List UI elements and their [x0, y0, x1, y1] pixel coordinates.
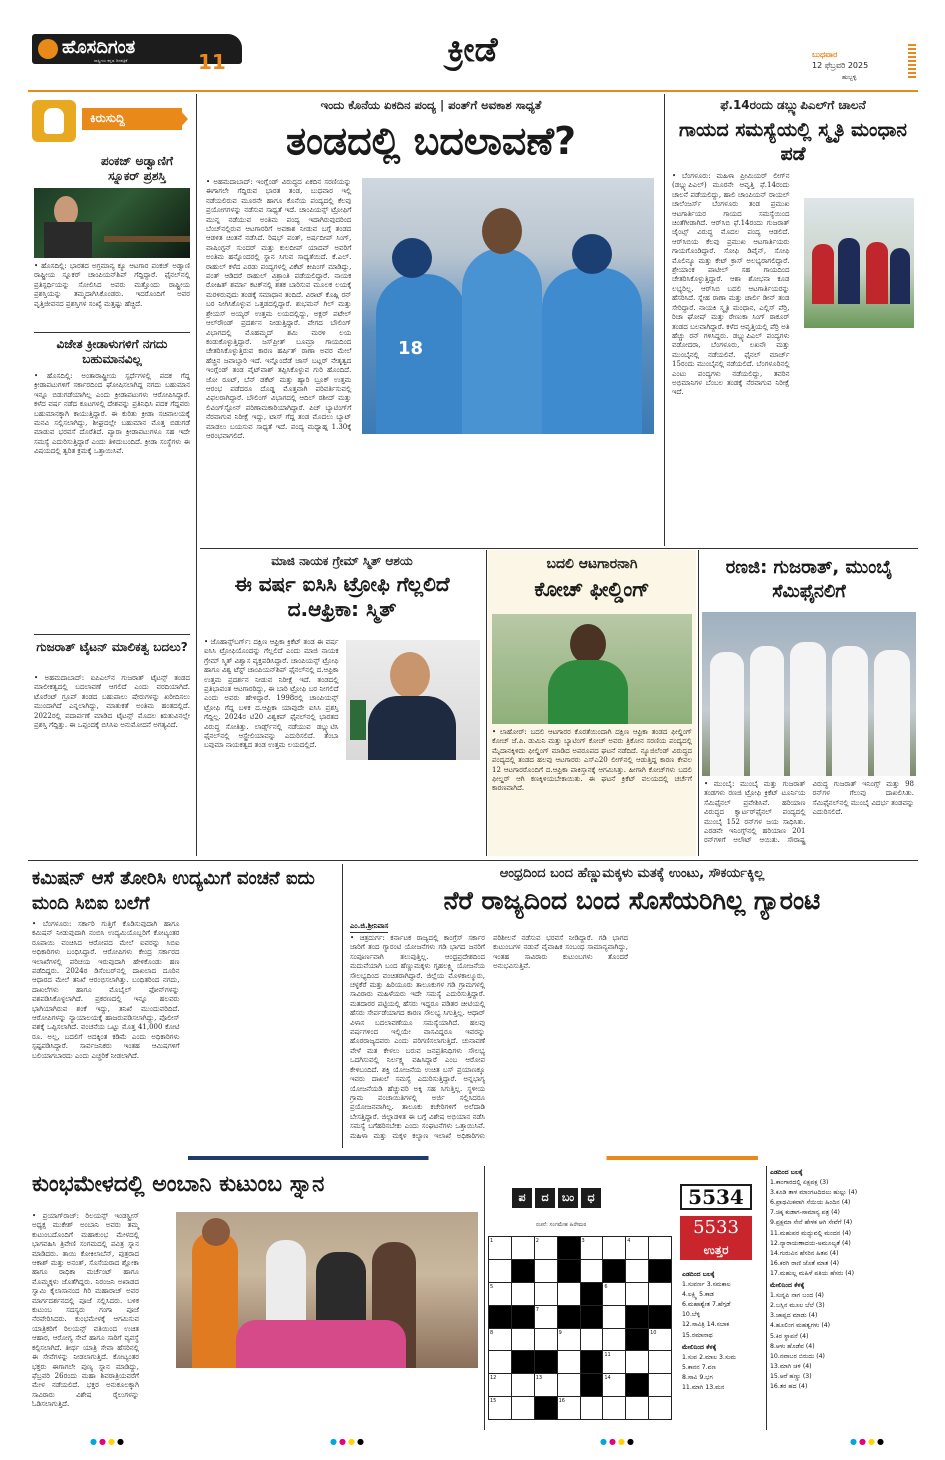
grid-cell[interactable]: [603, 1397, 625, 1419]
masthead-rule: [28, 90, 918, 92]
grid-cell[interactable]: 16: [558, 1397, 580, 1419]
issue-date: 12 ಫೆಬ್ರವರಿ 2025: [812, 61, 869, 70]
grid-cell[interactable]: [512, 1374, 534, 1396]
grid-block: [512, 1260, 534, 1282]
grid-cell[interactable]: 10: [649, 1329, 671, 1351]
brand-tagline: ರಾಷ್ಟ್ರೀಯ ಕನ್ನಡ ದಿನಪತ್ರಿಕೆ: [94, 58, 128, 63]
solution-across: [682, 1270, 764, 1393]
solution-row: 8.ಸಾವಿ 9.ಭಗ: [682, 1373, 713, 1381]
grid-cell[interactable]: [558, 1374, 580, 1396]
kirusuddi-headline-1: ಪಂಕಜ್ ಅಡ್ವಾಣಿಗೆ ಸ್ನೂಕರ್ ಪ್ರಶಸ್ತಿ: [101, 154, 173, 183]
grid-cell[interactable]: [603, 1329, 625, 1351]
smith-body: • ಜೊಹಾನ್ಸ್‌ಬರ್ಗ್: ದಕ್ಷಿಣ ಆಫ್ರಿಕಾ ಕ್ರಿಕೆಟ್ ತಂಡ ಈ ವರ್ಷ ಐಸಿಸಿ ಟ್ರೋಫಿಯೊಂದನ್ನು ಗೆಲ್ಲಲಿದೆ ಎಂದು ಮಾಜಿ ನಾಯಕ ಗ್ರೇಮ್ ಸ್ಮಿತ್ ವಿಶ್ವಾಸ ವ್ಯಕ್ತಪಡಿಸಿದ್ದಾರೆ. ಚಾಂಪಿಯನ್ಸ್ ಟ್ರೋಫಿ ಹಾಗೂ ವಿಶ್ವ ಟೆಸ್ಟ್ ಚಾಂಪಿಯನ್‌ಶಿಪ್ ಫೈನಲ್‌ನಲ್ಲಿ ದ.ಆಫ್ರಿಕಾ ಉತ್ತಮ ಪ್ರದರ್ಶನ ನೀಡುವ ನಿರೀಕ್ಷೆ ಇದೆ. ತಂಡದಲ್ಲಿ ಪ್ರತಿಭಾವಂತ ಆಟಗಾರರಿದ್ದು, ಈ ಬಾರಿ ಟ್ರೋಫಿ ಬರ ನೀಗಲಿದೆ ಎಂದು ಅವರು ಹೇಳಿದ್ದಾರೆ. 1998ರಲ್ಲಿ ಚಾಂಪಿಯನ್ಸ್ ಟ್ರೋಫಿ ಗೆದ್ದ ಬಳಿಕ ದ.ಆಫ್ರಿಕಾ ಯಾವುದೇ ಐಸಿಸಿ ಪ್ರಶಸ್ತಿ ಗೆದ್ದಿಲ್ಲ. 2024ರ ಟಿ20 ವಿಶ್ವಕಪ್ ಫೈನಲ್‌ನಲ್ಲಿ ಭಾರತದ ವಿರುದ್ಧ ಸೋತಿತ್ತು. ಲಾರ್ಡ್ಸ್‌ನಲ್ಲಿ ನಡೆಯುವ ಡಬ್ಲ್ಯುಟಿಸಿ ಫೈನಲ್‌ನಲ್ಲಿ ಆಸ್ಟ್ರೇಲಿಯಾವನ್ನು ಎದುರಿಸಲಿದೆ. ತೆಂಬಾ ಬವುಮಾ ನಾಯಕತ್ವದ ತಂಡ ಉತ್ತಮ ಲಯದಲ್ಲಿದೆ.: [204, 638, 339, 750]
smith-kicker: ಮಾಜಿ ನಾಯಕ ಗ್ರೇಮ್ ಸ್ಮಿತ್ ಆಶಯ: [271, 554, 413, 568]
grid-cell[interactable]: [512, 1397, 534, 1419]
grid-block: [535, 1397, 557, 1419]
grid-cell[interactable]: [649, 1283, 671, 1305]
grid-cell[interactable]: [649, 1397, 671, 1419]
across-clue: 12.ನ್ಯಾರಾಯಣಾದಯ-ಅಮೂಲ್ಯತೆ (4): [770, 1239, 851, 1247]
mandhana-body: • ಬೆಂಗಳೂರು: ಮಹಿಳಾ ಪ್ರೀಮಿಯರ್ ಲೀಗ್‌ನ (ಡಬ್ಲ್ಯುಪಿಎಲ್) ಮೂರನೇ ಆವೃತ್ತಿ ಫೆ.14ರಂದು ಚಾಲನೆ ಪಡೆಯಲಿದ್ದು, ಹಾಲಿ ಚಾಂಪಿಯನ್ ರಾಯಲ್ ಚಾಲೆಂಜರ್ಸ್ ಬೆಂಗಳೂರು ತಂಡ ಪ್ರಮುಖ ಆಟಗಾರ್ತಿಯರ ಗಾಯದ ಸಮಸ್ಯೆಯಿಂದ ಚಿಂತೆಗೀಡಾಗಿದೆ. ಆರ್‌ಸಿಬಿ ಫೆ.14ರಂದು ಗುಜರಾತ್ ಜೈಂಟ್ಸ್ ವಿರುದ್ಧ ಮೊದಲ ಪಂದ್ಯ ಆಡಲಿದೆ. ಆರ್‌ಸಿಬಿಯ ಕೆಲವು ಪ್ರಮುಖ ಆಟಗಾರ್ತಿಯರು ಗಾಯಗೊಂಡಿದ್ದಾರೆ. ಸೋಫಿ ಡಿವೈನ್, ಸೋಫಿ ಮೊಲಿನ್ಯೂ ಮತ್ತು ಕೇಟ್ ಕ್ರಾಸ್ ಅಲಭ್ಯರಾಗಲಿದ್ದಾರೆ. ಶ್ರೇಯಾಂಕ ಪಾಟೀಲ್ ಸಹ ಗಾಯದಿಂದ ಚೇತರಿಸಿಕೊಳ್ಳುತ್ತಿದ್ದಾರೆ. ಆಶಾ ಶೋಭನಾ ಕೂಡ ಲಭ್ಯರಿಲ್ಲ. ಆರ್‌ಸಿಬಿ ಬದಲಿ ಆಟಗಾರ್ತಿಯರನ್ನು ಹೆಸರಿಸಿದೆ. ಸ್ನೇಹ ರಾಣಾ ಮತ್ತು ಚಾರ್ಲಿ ಡೀನ್ ತಂಡ ಸೇರಿದ್ದಾರೆ. ನಾಯಕಿ ಸ್ಮೃತಿ ಮಂಧಾನ, ಎಲ್ಲಿಸ್ ಪೆರ್ರಿ, ರಿಚಾ ಘೋಷ್ ಮತ್ತು ರೇಣುಕಾ ಸಿಂಗ್ ಠಾಕೂರ್ ತಂಡದ ಬಲವಾಗಿದ್ದಾರೆ. ಕಳೆದ ಆವೃತ್ತಿಯಲ್ಲಿ ಪೆರ್ರಿ ಅತಿ ಹೆಚ್ಚು ರನ್ ಗಳಿಸಿದ್ದರು. ಡಬ್ಲ್ಯುಪಿಎಲ್ ಪಂದ್ಯಗಳು ವಡೋದರಾ, ಬೆಂಗಳೂರು, ಲಖನೌ ಮತ್ತು ಮುಂಬೈನಲ್ಲಿ ನಡೆಯಲಿವೆ. ಫೈನಲ್ ಮಾರ್ಚ್ 15ರಂದು ಮುಂಬೈನಲ್ಲಿ ನಡೆಯಲಿದೆ. ಬೆಂಗಳೂರಿನಲ್ಲಿ ಎಂಟು ಪಂದ್ಯಗಳು ನಡೆಯಲಿದ್ದು, ತವರಿನ ಅಭಿಮಾನಿಗಳ ಬೆಂಬಲ ತಂಡಕ್ಕೆ ನೆರವಾಗುವ ನಿರೀಕ್ಷೆ ಇದೆ.: [672, 172, 790, 397]
cbi-body: • ಬೆಂಗಳೂರು: ಸರ್ಕಾರಿ ಗುತ್ತಿಗೆ ಕೊಡಿಸುವುದಾಗಿ ಹಾಗೂ ಕಮಿಷನ್ ನೀಡುವುದಾಗಿ ನಂಬಿಸಿ ಉದ್ಯಮಿಯೊಬ್ಬರಿಗೆ ಕೋಟ್ಯಂತರ ರೂಪಾಯಿ ವಂಚಿಸಿದ ಆರೋಪದ ಮೇಲೆ ಐವರನ್ನು ಸಿಬಿಐ ಅಧಿಕಾರಿಗಳು ಬಂಧಿಸಿದ್ದಾರೆ. ಆರೋಪಿಗಳು ಕೇಂದ್ರ ಸರ್ಕಾರದ ಇಲಾಖೆಗಳಲ್ಲಿ ಪರಿಚಯ ಇರುವುದಾಗಿ ಹೇಳಿಕೊಂಡು ಹಣ ಪಡೆದಿದ್ದರು. 2024ರ ಡಿಸೆಂಬರ್‌ನಲ್ಲಿ ದಾಖಲಾದ ದೂರಿನ ಆಧಾರದ ಮೇಲೆ ತನಿಖೆ ಆರಂಭಿಸಲಾಗಿತ್ತು. ಬಂಧಿತರಿಂದ ನಗದು, ದಾಖಲೆಗಳು ಹಾಗೂ ಮೊಬೈಲ್ ಫೋನ್‌ಗಳನ್ನು ವಶಪಡಿಸಿಕೊಳ್ಳಲಾಗಿದೆ. ಪ್ರಕರಣದಲ್ಲಿ ಇನ್ನೂ ಹಲವರು ಭಾಗಿಯಾಗಿರುವ ಶಂಕೆ ಇದ್ದು, ತನಿಖೆ ಮುಂದುವರಿದಿದೆ. ಆರೋಪಿಗಳನ್ನು ನ್ಯಾಯಾಲಯಕ್ಕೆ ಹಾಜರುಪಡಿಸಲಾಗಿದ್ದು, ಪೊಲೀಸ್ ವಶಕ್ಕೆ ಒಪ್ಪಿಸಲಾಗಿದೆ. ವಂಚನೆಯ ಒಟ್ಟು ಮೊತ್ತ 41,000 ಕೋಟಿ ರೂ. ಅಲ್ಲ, ಬದಲಿಗೆ ಅದಕ್ಕಿಂತ ಕಡಿಮೆ ಎಂದು ಅಧಿಕಾರಿಗಳು ಸ್ಪಷ್ಟಪಡಿಸಿದ್ದಾರೆ. ಸಾರ್ವಜನಿಕರು ಇಂತಹ ಆಮಿಷಗಳಿಗೆ ಬಲಿಯಾಗಬಾರದು ಎಂದು ಎಚ್ಚರಿಕೆ ನೀಡಲಾಗಿದೆ.: [32, 920, 180, 1060]
solution-title: ಎಡದಿಂದ ಬಲಕ್ಕೆ: [682, 1271, 715, 1278]
across-clue: 17.ಮಹುಲ್ಲ ಮಹಿಳೆ ಪತಿಯ ಹೆಸರು (4): [770, 1269, 855, 1277]
india-team-photo: 18: [362, 178, 654, 434]
andhra-byline: ಎಂ.ಜಿ.ಶ್ರೀನಿವಾಸ: [350, 922, 388, 933]
puzzle-title-letter: ಧ: [581, 1188, 601, 1208]
grid-block: [512, 1306, 534, 1328]
across-clue: 16.ಕರಗಿ ರಾಣಿ ಜೊತೆ ಮಾತ (4): [770, 1259, 839, 1267]
solution-row: 4.ಲಕ್ಷ್ಮಿ 5.ಕಾಡ: [682, 1291, 714, 1299]
puzzle-number: 5534: [680, 1184, 752, 1210]
grid-block: [581, 1374, 603, 1396]
grid-cell[interactable]: 15: [489, 1397, 511, 1419]
grid-block: [581, 1283, 603, 1305]
brand-name: ಹೊಸದಿಗಂತ: [62, 37, 136, 58]
corner-stripe: [908, 44, 916, 80]
down-clue: 10.ನವಾಬರ ಬಿರುದು (4): [770, 1352, 825, 1360]
grid-cell[interactable]: [626, 1397, 648, 1419]
grid-cell[interactable]: [489, 1351, 511, 1373]
registration-marks-center: ●●●●: [330, 1437, 366, 1446]
grid-cell[interactable]: [558, 1283, 580, 1305]
fielding-kicker: ಬದಲಿ ಆಟಗಾರನಾಗಿ: [546, 556, 638, 572]
andhra-story: [346, 864, 918, 1148]
grid-block: [626, 1329, 648, 1351]
solution-row: 10.ಬೆಳ್ಳಿ: [682, 1311, 701, 1319]
grid-block: [581, 1351, 603, 1373]
solution-row: 1.ಸುವ 2.ಮಾಲ 3.ಸುಮ: [682, 1353, 737, 1361]
puzzle-title: [512, 1188, 601, 1208]
smith-headline: ಈ ವರ್ಷ ಐಸಿಸಿ ಟ್ರೋಫಿ ಗೆಲ್ಲಲಿದೆ ದ.ಆಫ್ರಿಕಾ: ಸ್ಮಿತ್: [234, 572, 450, 621]
across-clue: 7.ಚಿಕ್ಕ ಕುಡಾಗ-ಸಾಮಾನ್ಯ ಪತ್ರ (4): [770, 1209, 840, 1217]
grid-cell[interactable]: [512, 1237, 534, 1259]
solution-row: 11.ಮಾಗಿ 13.ಮನ: [682, 1384, 725, 1392]
mumbai-team-photo: [702, 612, 916, 776]
andhra-kicker: ಆಂಧ್ರದಿಂದ ಬಂದ ಹೆಣ್ಣುಮಕ್ಕಳು ಮತಕ್ಕೆ ಉಂಟು, ಸೌಕರ್ಯಕ್ಕಿಲ್ಲ: [499, 866, 765, 881]
grid-cell[interactable]: [581, 1397, 603, 1419]
ranji-headline: ರಣಜಿ: ಗುಜರಾತ್, ಮುಂಬೈ ಸೆಮಿಫೈನಲಿಗೆ: [725, 557, 893, 602]
solution-title: ಮೇಲಿನಿಂದ ಕೆಳಕ್ಕೆ: [682, 1343, 717, 1351]
registration-marks-right: ●●●●: [600, 1437, 636, 1446]
down-clue: 4.ಹೂಲಿಂಗ ಮಹತ್ವಗಳು (4): [770, 1322, 831, 1330]
across-clue: 9.ಪ್ರಕ್ಷಮಾ ಸೇನೆ ಹೇಳಕ ಆಗಿ ಸೇವೆಗೆ (4): [770, 1219, 853, 1227]
grid-block: [603, 1260, 625, 1282]
grid-block: [512, 1351, 534, 1373]
grid-cell[interactable]: [603, 1306, 625, 1328]
issue-day: ಬುಧವಾರ: [812, 50, 838, 59]
kumbh-body: • ಪ್ರಯಾಗ್‌ರಾಜ್: ರಿಲಯನ್ಸ್ ಇಂಡಸ್ಟ್ರೀಸ್ ಅಧ್ಯಕ್ಷ ಮುಕೇಶ್ ಅಂಬಾನಿ ಅವರು ತಮ್ಮ ಕುಟುಂಬದೊಂದಿಗೆ ಮಹಾಕುಂಭ ಮೇಳದಲ್ಲಿ ಭಾಗವಹಿಸಿ ತ್ರಿವೇಣಿ ಸಂಗಮದಲ್ಲಿ ಪವಿತ್ರ ಸ್ನಾನ ಮಾಡಿದರು. ತಾಯಿ ಕೋಕಿಲಾಬೆನ್, ಪುತ್ರರಾದ ಆಕಾಶ್ ಮತ್ತು ಅನಂತ್, ಸೊಸೆಯರಾದ ಶ್ಲೋಕಾ ಹಾಗೂ ರಾಧಿಕಾ ಮರ್ಚೆಂಟ್ ಹಾಗೂ ಮೊಮ್ಮಕ್ಕಳು ಜೊತೆಗಿದ್ದರು. ನಿರಂಜನಿ ಅಖಾಡದ ಸ್ವಾಮಿ ಕೈಲಾಸಾನಂದ ಗಿರಿ ಮಹಾರಾಜ್ ಅವರ ಮಾರ್ಗದರ್ಶನದಲ್ಲಿ ಪೂಜೆ ಸಲ್ಲಿಸಿದರು. ಬಳಿಕ ಕುಟುಂಬ ಸದಸ್ಯರು ಗಂಗಾ ಪೂಜೆ ನೆರವೇರಿಸಿದರು. ಕುಂಭಮೇಳಕ್ಕೆ ಆಗಮಿಸುವ ಯಾತ್ರಿಕರಿಗೆ ರಿಲಯನ್ಸ್ ವತಿಯಿಂದ ಉಚಿತ ಆಹಾರ, ಆರೋಗ್ಯ ಸೇವೆ ಹಾಗೂ ಸಾರಿಗೆ ವ್ಯವಸ್ಥೆ ಕಲ್ಪಿಸಲಾಗಿದೆ. ತೀರ್ಥ ಯಾತ್ರಿ ಸೇವಾ ಹೆಸರಿನಲ್ಲಿ ಈ ಸೇವೆಗಳನ್ನು ನೀಡಲಾಗುತ್ತಿದೆ. ಕೋಟ್ಯಂತರ ಭಕ್ತರು ಈಗಾಗಲೇ ಪುಣ್ಯ ಸ್ನಾನ ಮಾಡಿದ್ದು, ಫೆಬ್ರವರಿ 26ರಂದು ಮಹಾ ಶಿವರಾತ್ರಿಯವರೆಗೆ ಮೇಳ ನಡೆಯಲಿದೆ. ಭಕ್ತರ ಅನುಕೂಲಕ್ಕಾಗಿ ಸಾವಿರಾರು ವಿಶೇಷ ರೈಲುಗಳನ್ನು ಓಡಿಸಲಾಗುತ್ತಿದೆ.: [32, 1212, 139, 1409]
down-clue: 13.ಮಾಗಿ ಚಳಿ (4): [770, 1362, 812, 1370]
kumbh-story: [28, 1166, 480, 1430]
down-clue: 5.ಕಿರ ಸ್ಥಾಪನೆ (4): [770, 1332, 809, 1340]
grid-block: [581, 1306, 603, 1328]
puzzle-subtitle: ರಚನೆ: ಸಂಗಮೇಶ ಹಿರೇಮಠ: [536, 1222, 587, 1228]
cbi-story: [28, 864, 338, 1148]
grid-cell[interactable]: [603, 1237, 625, 1259]
lead-headline: ತಂಡದಲ್ಲಿ ಬದಲಾವಣೆ?: [285, 119, 577, 163]
solution-row: 5.ಕಾನನ 7.ವಣ: [682, 1363, 716, 1371]
puzzle-title-letter: ದ: [535, 1188, 555, 1208]
across-clue: 6.ಪ್ರಾಥಮಿಕವಾಗಿ ಸೆಯಿಯ ಹಿಂದಿನ (4): [770, 1199, 851, 1207]
grid-cell[interactable]: [649, 1351, 671, 1373]
grid-cell[interactable]: 11: [603, 1351, 625, 1373]
down-clue: 15.ಆರೆ ಹಣ್ಣು (3): [770, 1372, 812, 1380]
crossword-grid: [488, 1236, 672, 1420]
solution-row: 1.ಸುವರ್ಣ 3.ಸಮಕಾಲ: [682, 1281, 731, 1289]
grid-cell[interactable]: 6: [603, 1283, 625, 1305]
grid-cell[interactable]: 14: [603, 1374, 625, 1396]
kirusuddi-badge: [32, 100, 76, 142]
down-clue: 2.ಬಸ್ಸಿನ ಮೂಲ ಬೆಲೆ (3): [770, 1302, 825, 1310]
grid-block: [626, 1374, 648, 1396]
fielding-headline: ಕೋಚ್ ಫೀಲ್ಡಿಂಗ್: [534, 577, 650, 601]
grid-cell[interactable]: 7: [535, 1306, 557, 1328]
grid-cell[interactable]: [489, 1260, 511, 1282]
grid-cell[interactable]: [626, 1260, 648, 1282]
grid-block: [489, 1306, 511, 1328]
grid-cell[interactable]: 13: [535, 1374, 557, 1396]
coach-fielding-photo: [492, 614, 692, 724]
kirusuddi-headline-2: ವಿಜೇತ ಕ್ರೀಡಾಳುಗಳಿಗೆ ನಗದು ಬಹುಮಾನವಿಲ್ಲ: [56, 337, 168, 366]
ranji-story: [700, 550, 918, 856]
solution-row: 6.ಮಹಾಶ್ವೇತ 7.ಹೆಗ್ಗಡೆ: [682, 1301, 731, 1309]
down-title: ಮೇಲಿನಿಂದ ಕೆಳಕ್ಕೆ: [770, 1282, 805, 1290]
puzzle-title-letter: ಬಂ: [558, 1188, 578, 1208]
kirusuddi-column: [28, 94, 193, 856]
grid-cell[interactable]: 8: [489, 1329, 511, 1351]
registration-marks-far-right: ●●●●: [850, 1437, 886, 1446]
grid-cell[interactable]: [581, 1260, 603, 1282]
grid-cell[interactable]: [535, 1283, 557, 1305]
kirusuddi-chevron-icon: [178, 108, 188, 130]
kirusuddi-label: ಕಿರುಸುದ್ದಿ: [82, 108, 182, 130]
grid-block: [649, 1306, 671, 1328]
across-title: ಎಡದಿಂದ ಬಲಕ್ಕೆ: [770, 1169, 803, 1176]
across-clue: 1.ಕಾಂಗಾರದಲ್ಲಿ ಏಕ್ಷಪಕ್ಷ (3): [770, 1179, 829, 1187]
solution-row: 12.ಸಾವಿತ್ರಿ 14.ಸಬಾಕ: [682, 1321, 730, 1329]
clues-panel: [770, 1168, 918, 1392]
grid-block: [558, 1306, 580, 1328]
finger-icon: [44, 108, 64, 134]
kirusuddi-body-2: • ಹೊಸದಿಲ್ಲಿ: ಅಂತಾರಾಷ್ಟ್ರೀಯ ಸ್ಪರ್ಧೆಗಳಲ್ಲಿ ಪದಕ ಗೆದ್ದ ಕ್ರೀಡಾಪಟುಗಳಿಗೆ ಸರ್ಕಾರದಿಂದ ಘೋಷಿಸಲಾಗಿದ್ದ ನಗದು ಬಹುಮಾನ ಇನ್ನೂ ಬಿಡುಗಡೆಯಾಗಿಲ್ಲ ಎಂದು ಕ್ರೀಡಾಪಟುಗಳು ಆರೋಪಿಸಿದ್ದಾರೆ. ಕಳೆದ ವರ್ಷ ನಡೆದ ಕೂಟಗಳಲ್ಲಿ ದೇಶವನ್ನು ಪ್ರತಿನಿಧಿಸಿ ಪದಕ ಗೆದ್ದವರು ಬಹುಮಾನಕ್ಕಾಗಿ ಕಾಯುತ್ತಿದ್ದಾರೆ. ಈ ಕುರಿತು ಕ್ರೀಡಾ ಸಚಿವಾಲಯಕ್ಕೆ ಮನವಿ ಸಲ್ಲಿಸಲಾಗಿದ್ದು, ಶೀಘ್ರದಲ್ಲೇ ಬಹುಮಾನ ಮೊತ್ತ ಬಿಡುಗಡೆ ಮಾಡುವ ಭರವಸೆ ದೊರೆತಿದೆ. ಪ್ಯಾರಾ ಕ್ರೀಡಾಪಟುಗಳೂ ಸಹ ಇದೇ ಸಮಸ್ಯೆ ಎದುರಿಸುತ್ತಿದ್ದಾರೆ ಎಂದು ತಿಳಿದುಬಂದಿದೆ. ಕ್ರೀಡಾ ಸಂಸ್ಥೆಗಳು ಈ ವಿಷಯದಲ್ಲಿ ತ್ವರಿತ ಕ್ರಮಕ್ಕೆ ಒತ್ತಾಯಿಸಿವೆ.: [34, 372, 190, 456]
across-clue: 11.ಮಹುಪರ ಮದ್ದುವಲ್ಲಿ ಮಂದನ (4): [770, 1229, 852, 1237]
grid-cell[interactable]: [558, 1351, 580, 1373]
prev-puzzle-number: 5533: [680, 1216, 752, 1240]
grid-cell[interactable]: 12: [489, 1374, 511, 1396]
down-clue: 16.ತರ ಹದ (4): [770, 1382, 808, 1390]
grid-cell[interactable]: [649, 1237, 671, 1259]
grid-cell[interactable]: 5: [489, 1283, 511, 1305]
grid-cell[interactable]: [535, 1260, 557, 1282]
across-clue: 3.ಕೂಡಿ ತಾಳ ಮಾಂಗಟದಿದಲು ಹುಲ್ಲು (4): [770, 1189, 858, 1197]
grid-cell[interactable]: 4: [626, 1237, 648, 1259]
section-title: ಕ್ರೀಡೆ: [447, 30, 498, 70]
grid-cell[interactable]: [535, 1329, 557, 1351]
lead-body: • ಅಹಮದಾಬಾದ್: ಇಂಗ್ಲೆಂಡ್ ವಿರುದ್ಧದ ಏಕದಿನ ಸರಣಿಯನ್ನು ಈಗಾಗಲೇ ಗೆದ್ದಿರುವ ಭಾರತ ತಂಡ, ಬುಧವಾರ ಇಲ್ಲಿ ನಡೆಯಲಿರುವ ಮೂರನೇ ಹಾಗೂ ಕೊನೆಯ ಪಂದ್ಯದಲ್ಲಿ ಕೆಲವು ಪ್ರಯೋಗಗಳನ್ನು ನಡೆಸುವ ಸಾಧ್ಯತೆ ಇದೆ. ಚಾಂಪಿಯನ್ಸ್ ಟ್ರೋಫಿಗೆ ಮುನ್ನ ನಡೆಯುವ ಅಂತಿಮ ಪಂದ್ಯ ಇದಾಗಿರುವುದರಿಂದ ಬೆಂಚ್‌ನಲ್ಲಿರುವ ಆಟಗಾರರಿಗೆ ಅವಕಾಶ ನೀಡುವ ಬಗ್ಗೆ ತಂಡದ ಆಡಳಿತ ಚಿಂತನೆ ನಡೆಸಿದೆ. ರಿಷಭ್ ಪಂತ್, ಅರ್ಷದೀಪ್ ಸಿಂಗ್, ವಾಷಿಂಗ್ಟನ್ ಸುಂದರ್ ಮತ್ತು ಕುಲದೀಪ್ ಯಾದವ್ ಅವರಿಗೆ ಅಂತಿಮ ಹನ್ನೊಂದರಲ್ಲಿ ಸ್ಥಾನ ಸಿಗುವ ಸಾಧ್ಯತೆಯಿದೆ. ಕೆ.ಎಲ್. ರಾಹುಲ್ ಕಳೆದ ಎರಡು ಪಂದ್ಯಗಳಲ್ಲಿ ವಿಕೆಟ್ ಕೀಪಿಂಗ್ ಮಾಡಿದ್ದು, ಪಂತ್ ಆಡಿದರೆ ರಾಹುಲ್ ವಿಶ್ರಾಂತಿ ಪಡೆಯಲಿದ್ದಾರೆ. ನಾಯಕ ರೋಹಿತ್ ಶರ್ಮಾ ಕಟಕ್‌ನಲ್ಲಿ ಶತಕ ಬಾರಿಸುವ ಮೂಲಕ ಲಯಕ್ಕೆ ಮರಳಿರುವುದು ತಂಡಕ್ಕೆ ಸಮಾಧಾನ ತಂದಿದೆ. ವಿರಾಟ್ ಕೊಹ್ಲಿ ರನ್ ಬರ ನೀಗಿಸಿಕೊಳ್ಳುವ ಒತ್ತಡದಲ್ಲಿದ್ದಾರೆ. ಶುಭಮನ್ ಗಿಲ್ ಮತ್ತು ಶ್ರೇಯಸ್ ಅಯ್ಯರ್ ಉತ್ತಮ ಲಯದಲ್ಲಿದ್ದು, ಅಕ್ಷರ್ ಪಟೇಲ್ ಆಲ್‌ರೌಂಡ್ ಪ್ರದರ್ಶನ ನೀಡುತ್ತಿದ್ದಾರೆ. ವೇಗದ ಬೌಲಿಂಗ್ ವಿಭಾಗದಲ್ಲಿ ಮೊಹಮ್ಮದ್ ಶಮಿ ಮರಳಿ ಲಯ ಕಂಡುಕೊಳ್ಳುತ್ತಿದ್ದಾರೆ. ಜಸ್‌ಪ್ರೀತ್ ಬೂಮ್ರಾ ಗಾಯದಿಂದ ಚೇತರಿಸಿಕೊಳ್ಳುತ್ತಿರುವ ಕಾರಣ ಹರ್ಷಿತ್ ರಾಣಾ ಅವರ ಮೇಲೆ ಹೆಚ್ಚಿನ ಜವಾಬ್ದಾರಿ ಇದೆ. ಇನ್ನೊಂದೆಡೆ ಜಾಸ್ ಬಟ್ಲರ್ ನೇತೃತ್ವದ ಇಂಗ್ಲೆಂಡ್ ತಂಡ ವೈಟ್‌ವಾಶ್ ತಪ್ಪಿಸಿಕೊಳ್ಳುವ ಗುರಿ ಹೊಂದಿದೆ. ಜೋ ರೂಟ್, ಬೆನ್ ಡಕೆಟ್ ಮತ್ತು ಹ್ಯಾರಿ ಬ್ರೂಕ್ ಉತ್ತಮ ಆರಂಭ ಪಡೆದರೂ ದೊಡ್ಡ ಮೊತ್ತವಾಗಿ ಪರಿವರ್ತಿಸುವಲ್ಲಿ ವಿಫಲರಾಗಿದ್ದಾರೆ. ಬೌಲಿಂಗ್ ವಿಭಾಗದಲ್ಲಿ ಆದಿಲ್ ರಶೀದ್ ಮತ್ತು ಲಿವಿಂಗ್‌ಸ್ಟೋನ್ ಪರಿಣಾಮಕಾರಿಯಾಗಿದ್ದಾರೆ. ಪಿಚ್ ಬ್ಯಾಟಿಂಗ್‌ಗೆ ನೆರವಾಗುವ ನಿರೀಕ್ಷೆ ಇದ್ದು, ಟಾಸ್ ಗೆದ್ದ ತಂಡ ಮೊದಲು ಬ್ಯಾಟ್ ಮಾಡಲು ಬಯಸುವ ಸಾಧ್ಯತೆ ಇದೆ. ಪಂದ್ಯ ಮಧ್ಯಾಹ್ನ 1.30ಕ್ಕೆ ಆರಂಭವಾಗಲಿದೆ.: [206, 178, 352, 440]
mandhana-kicker: ಫೆ.14ರಂದು ಡಬ್ಲ್ಯುಪಿಎಲ್‌ಗೆ ಚಾಲನೆ: [720, 98, 866, 112]
issue-city: ಹುಬ್ಬಳ್ಳಿ: [842, 74, 857, 81]
grid-block: [626, 1306, 648, 1328]
registration-marks-left: ●●●●: [90, 1437, 126, 1446]
down-clue: 3.ಜಾಪ್ಪದ ಮಾಡು (4): [770, 1312, 818, 1320]
grid-cell[interactable]: [581, 1329, 603, 1351]
grid-cell[interactable]: [512, 1329, 534, 1351]
grid-block: [558, 1237, 580, 1259]
masthead: [0, 0, 945, 90]
grid-cell[interactable]: [626, 1351, 648, 1373]
down-clue: 8.ಆಳು ಹೊಡೆವ (4): [770, 1342, 815, 1350]
page-number: 11: [198, 50, 226, 74]
grid-cell[interactable]: 2: [535, 1237, 557, 1259]
mandhana-story: [668, 94, 918, 546]
grid-block: [535, 1351, 557, 1373]
kumbh-headline: ಕುಂಭಮೇಳದಲ್ಲಿ ಅಂಬಾನಿ ಕುಟುಂಬ ಸ್ನಾನ: [32, 1172, 325, 1197]
fielding-story: [488, 550, 696, 856]
kirusuddi-headline-3: ಗುಜರಾತ್ ಟೈಟನ್ ಮಾಲಿಕತ್ವ ಬದಲು?: [36, 640, 188, 654]
puzzle-title-letter: ಪ: [512, 1188, 532, 1208]
lead-kicker: ಇಂದು ಕೊನೆಯ ಏಕದಿನ ಪಂದ್ಯ | ಪಂತ್‌ಗೆ ಅವಕಾಶ ಸಾಧ್ಯತೆ: [320, 98, 542, 112]
ranji-body: • ಮುಂಬೈ: ಮುಂಬೈ ಮತ್ತು ಗುಜರಾತ್ ತಂಡಗಳು ರಣಜಿ ಟ್ರೋಫಿ ಕ್ರಿಕೆಟ್ ಟೂರ್ನಿಯ ಸೆಮಿಫೈನಲ್ ಪ್ರವೇಶಿಸಿವೆ. ಹರಿಯಾಣ ವಿರುದ್ಧದ ಕ್ವಾರ್ಟರ್‌ಫೈನಲ್ ಪಂದ್ಯದಲ್ಲಿ ಮುಂಬೈ 152 ರನ್‌ಗಳ ಜಯ ಸಾಧಿಸಿತು. ಎರಡನೇ ಇನಿಂಗ್ಸ್‌ನಲ್ಲಿ ಹರಿಯಾಣ 201 ರನ್‌ಗಳಿಗೆ ಆಲೌಟ್ ಆಯಿತು. ಸೌರಾಷ್ಟ್ರ ವಿರುದ್ಧ ಗುಜರಾತ್ ಇನಿಂಗ್ಸ್ ಮತ್ತು 98 ರನ್‌ಗಳ ಗೆಲುವು ದಾಖಲಿಸಿತು. ಸೆಮಿಫೈನಲ್‌ನಲ್ಲಿ ಮುಂಬೈ ವಿದರ್ಭ ತಂಡವನ್ನು ಎದುರಿಸಲಿದೆ.: [704, 780, 914, 845]
cbi-headline: ಕಮಿಷನ್ ಆಸೆ ತೋರಿಸಿ ಉದ್ಯಮಿಗೆ ವಂಚನೆ ಐದು ಮಂದಿ ಸಿಬಿಐ ಬಲೆಗೆ: [32, 868, 315, 914]
grid-cell[interactable]: [649, 1374, 671, 1396]
padabandha-puzzle: [488, 1166, 918, 1430]
grid-block: [649, 1260, 671, 1282]
smith-story: [200, 550, 484, 856]
kirusuddi-body-3: • ಅಹಮದಾಬಾದ್: ಐಪಿಎಲ್‌ನ ಗುಜರಾತ್ ಟೈಟನ್ಸ್ ತಂಡದ ಮಾಲೀಕತ್ವದಲ್ಲಿ ಬದಲಾವಣೆ ಆಗಲಿದೆ ಎಂದು ವರದಿಯಾಗಿದೆ. ಟೊರೆಂಟ್ ಗ್ರೂಪ್ ತಂಡದ ಬಹುಪಾಲು ಷೇರುಗಳನ್ನು ಖರೀದಿಸಲು ಮುಂದಾಗಿದೆ ಎನ್ನಲಾಗಿದ್ದು, ಮಾತುಕತೆ ಅಂತಿಮ ಹಂತದಲ್ಲಿದೆ. 2022ರಲ್ಲಿ ಪದಾರ್ಪಣೆ ಮಾಡಿದ ಟೈಟನ್ಸ್ ಮೊದಲ ಋತುವಿನಲ್ಲೇ ಪ್ರಶಸ್ತಿ ಗೆದ್ದಿತ್ತು. ಈ ಒಪ್ಪಂದಕ್ಕೆ ಬಿಸಿಸಿಐ ಅನುಮೋದನೆ ಅಗತ್ಯವಿದೆ.: [34, 674, 190, 730]
across-clue: 14.ಗುರುವಿನ ಹೆಸರಿನ ಹಿತಪ (4): [770, 1249, 839, 1257]
mandhana-headline: ಗಾಯದ ಸಮಸ್ಯೆಯಲ್ಲಿ ಸ್ಮೃತಿ ಮಂಧಾನ ಪಡೆ: [678, 119, 907, 165]
answer-label: ಉತ್ತರ: [680, 1240, 752, 1260]
grid-cell[interactable]: [512, 1283, 534, 1305]
grid-cell[interactable]: [626, 1283, 648, 1305]
solution-row: 15.ರಮಾನಾಥ: [682, 1331, 713, 1339]
andhra-headline: ನೆರೆ ರಾಜ್ಯದಿಂದ ಬಂದ ಸೊಸೆಯರಿಗಿಲ್ಲ ಗ್ಯಾರಂಟಿ: [443, 886, 821, 915]
grid-cell[interactable]: 1: [489, 1237, 511, 1259]
grid-cell[interactable]: 9: [558, 1329, 580, 1351]
snooker-photo: [34, 188, 190, 258]
grid-block: [558, 1260, 580, 1282]
grid-cell[interactable]: 3: [581, 1237, 603, 1259]
lead-story: [200, 94, 660, 546]
bottom-band-rule: [28, 1156, 918, 1160]
andhra-body: • ಚಿತ್ರದುರ್ಗ: ಕರ್ನಾಟಕ ರಾಜ್ಯದಲ್ಲಿ ಕಾಂಗ್ರೆಸ್ ಸರ್ಕಾರ ಜಾರಿಗೆ ತಂದ ಗ್ಯಾರಂಟಿ ಯೋಜನೆಗಳು ಗಡಿ ಭಾಗದ ಜನರಿಗೆ ಸಂಪೂರ್ಣವಾಗಿ ತಲುಪುತ್ತಿಲ್ಲ. ಆಂಧ್ರಪ್ರದೇಶದಿಂದ ಮದುವೆಯಾಗಿ ಬಂದ ಹೆಣ್ಣುಮಕ್ಕಳು ಗೃಹಲಕ್ಷ್ಮಿ ಯೋಜನೆಯ ಸೌಲಭ್ಯದಿಂದ ವಂಚಿತರಾಗಿದ್ದಾರೆ. ಜಿಲ್ಲೆಯ ಮೊಳಕಾಲ್ಮೂರು, ಚಳ್ಳಕೆರೆ ಮತ್ತು ಹಿರಿಯೂರು ತಾಲೂಕುಗಳ ಗಡಿ ಗ್ರಾಮಗಳಲ್ಲಿ ಸಾವಿರಾರು ಮಹಿಳೆಯರು ಇದೇ ಸಮಸ್ಯೆ ಎದುರಿಸುತ್ತಿದ್ದಾರೆ. ಮತದಾರರ ಪಟ್ಟಿಯಲ್ಲಿ ಹೆಸರು ಇದ್ದರೂ ಪಡಿತರ ಚೀಟಿಯಲ್ಲಿ ಹೆಸರು ಸೇರ್ಪಡೆಯಾಗದ ಕಾರಣ ಸೌಲಭ್ಯ ಸಿಗುತ್ತಿಲ್ಲ. ಆಧಾರ್ ವಿಳಾಸ ಬದಲಾವಣೆಯೂ ಸಮಸ್ಯೆಯಾಗಿದೆ. ಹಲವು ವರ್ಷಗಳಿಂದ ಇಲ್ಲಿಯೇ ವಾಸವಿದ್ದರೂ ಇವರನ್ನು ಹೊರರಾಜ್ಯದವರು ಎಂದು ಪರಿಗಣಿಸಲಾಗುತ್ತಿದೆ. ಚುನಾವಣೆ ವೇಳೆ ಮತ ಕೇಳಲು ಬರುವ ಜನಪ್ರತಿನಿಧಿಗಳು ಸೌಲಭ್ಯ ಒದಗಿಸುವಲ್ಲಿ ನಿರ್ಲಕ್ಷ್ಯ ವಹಿಸಿದ್ದಾರೆ ಎಂಬ ಆರೋಪ ಕೇಳಿಬಂದಿದೆ. ಶಕ್ತಿ ಯೋಜನೆಯ ಉಚಿತ ಬಸ್ ಪ್ರಯಾಣಕ್ಕೂ ಇವರು ದಾಖಲೆ ಸಮಸ್ಯೆ ಎದುರಿಸುತ್ತಿದ್ದಾರೆ. ಅನ್ನಭಾಗ್ಯ ಯೋಜನೆಯಡಿ ಹೆಚ್ಚುವರಿ ಅಕ್ಕಿ ಸಹ ಸಿಗುತ್ತಿಲ್ಲ. ಸ್ಥಳೀಯ ಗ್ರಾಮ ಪಂಚಾಯಿತಿಗಳಲ್ಲಿ ಅರ್ಜಿ ಸಲ್ಲಿಸಿದರೂ ಪ್ರಯೋಜನವಾಗಿಲ್ಲ. ತಾಲೂಕು ಕಚೇರಿಗಳಿಗೆ ಅಲೆದಾಡಿ ಬೇಸತ್ತಿದ್ದಾರೆ. ಜಿಲ್ಲಾಡಳಿತ ಈ ಬಗ್ಗೆ ವಿಶೇಷ ಅಭಿಯಾನ ನಡೆಸಿ ಸಮಸ್ಯೆ ಬಗೆಹರಿಸಬೇಕು ಎಂದು ಸಂಘಟನೆಗಳು ಒತ್ತಾಯಿಸಿವೆ. ಮಹಿಳಾ ಮತ್ತು ಮಕ್ಕಳ ಕಲ್ಯಾಣ ಇಲಾಖೆ ಅಧಿಕಾರಿಗಳು ಪರಿಶೀಲನೆ ನಡೆಸುವ ಭರವಸೆ ನೀಡಿದ್ದಾರೆ. ಗಡಿ ಭಾಗದ ಕುಟುಂಬಗಳ ನಡುವೆ ವೈವಾಹಿಕ ಸಂಬಂಧ ಸಾಮಾನ್ಯವಾಗಿದ್ದು, ಇಂತಹ ಸಾವಿರಾರು ಕುಟುಂಬಗಳು ತೊಂದರೆ ಅನುಭವಿಸುತ್ತಿವೆ.: [350, 934, 628, 1140]
kirusuddi-body-1: • ಹೊಸದಿಲ್ಲಿ: ಭಾರತದ ಅಗ್ರಮಾನ್ಯ ಕ್ಯೂ ಆಟಗಾರ ಪಂಕಜ್ ಅಡ್ವಾಣಿ ರಾಷ್ಟ್ರೀಯ ಸ್ನೂಕರ್ ಚಾಂಪಿಯನ್‌ಶಿಪ್ ಗೆದ್ದಿದ್ದಾರೆ. ಫೈನಲ್‌ನಲ್ಲಿ ಪ್ರತಿಸ್ಪರ್ಧಿಯನ್ನು ಸೋಲಿಸಿದ ಅವರು ಮತ್ತೊಂದು ರಾಷ್ಟ್ರೀಯ ಪ್ರಶಸ್ತಿಯನ್ನು ತಮ್ಮದಾಗಿಸಿಕೊಂಡರು. ಇದರೊಂದಿಗೆ ಅವರ ವೃತ್ತಿಜೀವನದ ಪ್ರಶಸ್ತಿಗಳ ಸಂಖ್ಯೆ ಮತ್ತಷ್ಟು ಹೆಚ್ಚಿದೆ.: [34, 262, 190, 308]
down-clue: 1.ಸುನ್ನಪಿ ನಾಗ ಬಂದ (4): [770, 1292, 824, 1300]
fielding-body: • ಲಾಹೋರ್: ಬದಲಿ ಆಟಗಾರರ ಕೊರತೆಯಿಂದಾಗಿ ದಕ್ಷಿಣ ಆಫ್ರಿಕಾ ತಂಡದ ಫೀಲ್ಡಿಂಗ್ ಕೋಚ್ ಜೆ.ಪಿ. ಡುಮಿನಿ ಮತ್ತು ಬ್ಯಾಟಿಂಗ್ ಕೋಚ್ ಅವರು ತ್ರಿಕೋನ ಸರಣಿಯ ಪಂದ್ಯದಲ್ಲಿ ಮೈದಾನಕ್ಕಿಳಿದು ಫೀಲ್ಡಿಂಗ್ ಮಾಡಿದ ಅಪರೂಪದ ಘಟನೆ ನಡೆದಿದೆ. ನ್ಯೂಜಿಲೆಂಡ್ ವಿರುದ್ಧದ ಪಂದ್ಯದಲ್ಲಿ ತಂಡದ ಹಲವು ಆಟಗಾರರು ಎಸ್‌ಎ20 ಲೀಗ್‌ನಲ್ಲಿ ಆಡುತ್ತಿದ್ದ ಕಾರಣ ಕೇವಲ 12 ಆಟಗಾರರೊಂದಿಗೆ ದ.ಆಫ್ರಿಕಾ ಪಾಕಿಸ್ತಾನಕ್ಕೆ ಆಗಮಿಸಿತ್ತು. ಹೀಗಾಗಿ ಕೋಚ್‌ಗಳು ಬದಲಿ ಫೀಲ್ಡರ್ ಆಗಿ ಕಣಕ್ಕಿಳಿಯಬೇಕಾಯಿತು. ಈ ಘಟನೆ ಕ್ರಿಕೆಟ್ ವಲಯದಲ್ಲಿ ಚರ್ಚೆಗೆ ಕಾರಣವಾಗಿದೆ.: [492, 728, 692, 793]
